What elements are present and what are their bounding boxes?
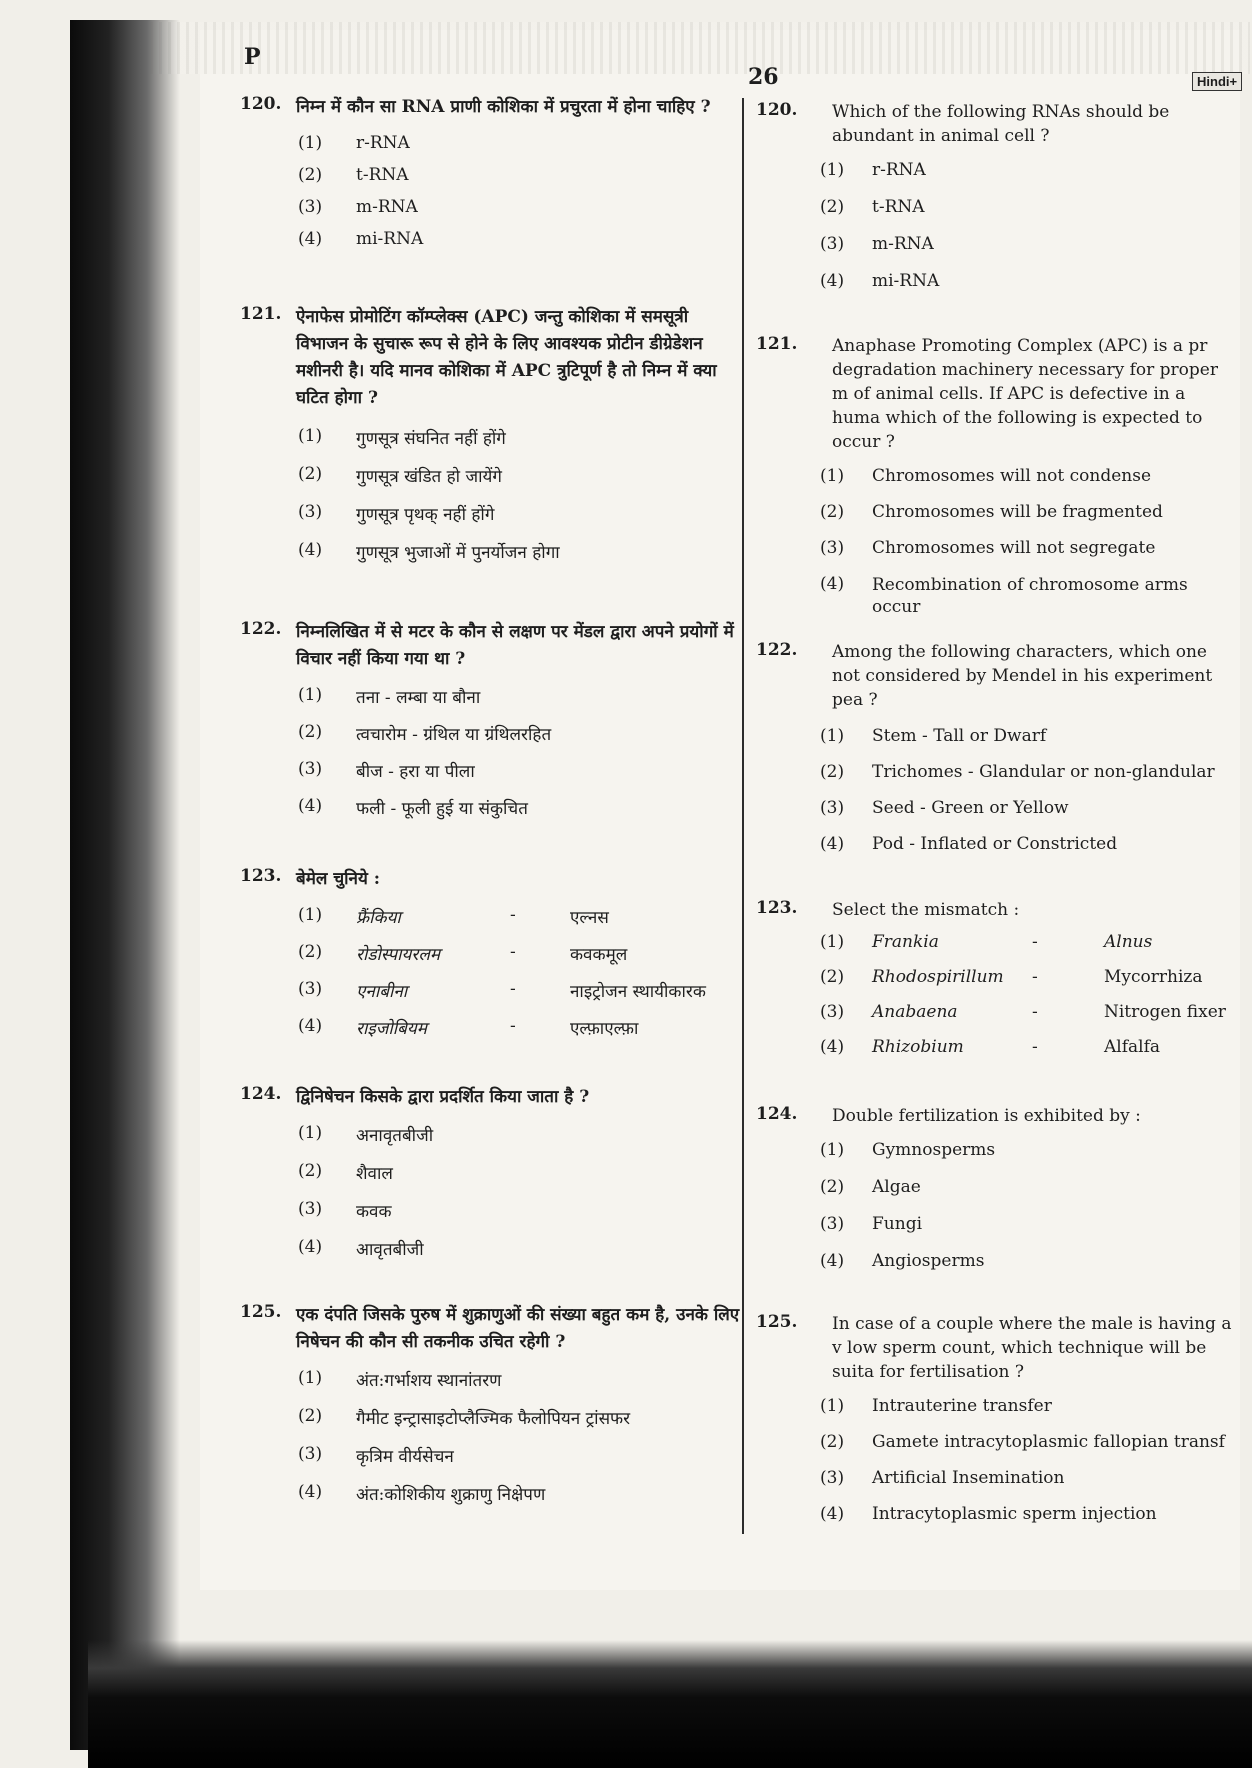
question-number: 125. xyxy=(756,1312,798,1332)
match-row: (2) रोडोस्पायरलम - कवकमूल xyxy=(298,942,628,965)
match-row: (4) राइजोबियम - एल्फ़ाएल्फ़ा xyxy=(298,1016,639,1039)
question-text: बेमेल चुनिये : xyxy=(296,869,381,889)
scan-header-noise xyxy=(150,22,1250,74)
question-124-hi xyxy=(240,1084,740,1271)
option: (4) अंत:कोशिकीय शुक्राणु निक्षेपण xyxy=(298,1482,546,1505)
question-number: 121. xyxy=(756,334,798,354)
question-number: 122. xyxy=(756,640,798,660)
question-text: Among the following characters, which one not considered by Mendel in his experiment pea ? xyxy=(832,642,1213,710)
question-text: In case of a couple where the male is having a v low sperm count, which technique will be suita for fertilisation ? xyxy=(832,1314,1232,1382)
option: (1) तना - लम्बा या बौना xyxy=(298,685,481,708)
page-number: 26 xyxy=(748,64,779,90)
option: (1) Gymnosperms xyxy=(820,1140,996,1160)
question-122-en xyxy=(756,640,1236,866)
question-number: 123. xyxy=(756,898,798,918)
option: (1) r-RNA xyxy=(298,133,410,153)
option: (3) Seed - Green or Yellow xyxy=(820,798,1069,818)
question-text: निम्न में कौन सा RNA प्राणी कोशिका में प्रचुरता में होना चाहिए ? xyxy=(296,97,711,117)
option: (3) m-RNA xyxy=(298,197,418,217)
option: (2) त्वचारोम - ग्रंथिल या ग्रंथिलरहित xyxy=(298,722,552,745)
question-text: ऐनाफेस प्रोमोटिंग कॉम्प्लेक्स (APC) जन्तु कोशिका में समसूत्री विभाजन के सुचारू रूप से होने के लिए आवश्यक प्रोटीन डीग्रेडेशन मशीनरी है। यदि मानव कोशिका में APC त्रुटिपूर्ण है तो निम्न में क्या घटित होगा ? xyxy=(296,307,717,408)
question-number: 123. xyxy=(240,866,282,886)
question-text: निम्नलिखित में से मटर के कौन से लक्षण पर मेंडल द्वारा अपने प्रयोगों में विचार नहीं किया गया था ? xyxy=(296,622,734,669)
option: (4) आवृतबीजी xyxy=(298,1237,424,1260)
question-text: Double fertilization is exhibited by : xyxy=(832,1106,1141,1126)
option: (3) Fungi xyxy=(820,1214,923,1234)
option: (2) Algae xyxy=(820,1177,921,1197)
option: (1) Intrauterine transfer xyxy=(820,1396,1052,1416)
question-number: 120. xyxy=(756,100,798,120)
match-row: (4) Rhizobium - Alfalfa xyxy=(820,1037,1161,1057)
option: (3) बीज - हरा या पीला xyxy=(298,759,475,782)
option: (4) गुणसूत्र भुजाओं में पुनर्योजन होगा xyxy=(298,540,560,563)
option: (3) कवक xyxy=(298,1199,392,1222)
question-120-en xyxy=(756,100,1236,304)
match-row: (1) फ्रैंकिया - एल्नस xyxy=(298,905,609,928)
option: (3) Artificial Insemination xyxy=(820,1468,1065,1488)
question-number: 124. xyxy=(756,1104,798,1124)
question-124-en xyxy=(756,1104,1236,1284)
option: (4) mi-RNA xyxy=(820,271,940,291)
question-122-hi xyxy=(240,619,740,829)
scan-shadow-left xyxy=(70,20,180,1750)
option: (1) Stem - Tall or Dwarf xyxy=(820,726,1047,746)
option: (2) t-RNA xyxy=(820,197,925,217)
option: (1) अंत:गर्भाशय स्थानांतरण xyxy=(298,1368,502,1391)
option: (2) शैवाल xyxy=(298,1161,393,1184)
option: (2) Chromosomes will be fragmented xyxy=(820,502,1163,522)
option: (1) Chromosomes will not condense xyxy=(820,466,1152,486)
question-number: 125. xyxy=(240,1302,282,1322)
option: (1) अनावृतबीजी xyxy=(298,1123,434,1146)
question-number: 120. xyxy=(240,94,282,114)
option: (4) Pod - Inflated or Constricted xyxy=(820,834,1118,854)
option: (3) कृत्रिम वीर्यसेचन xyxy=(298,1444,454,1467)
question-text: एक दंपति जिसके पुरुष में शुक्राणुओं की संख्या बहुत कम है, उनके लिए निषेचन की कौन सी तकनीक उचित रहेगी ? xyxy=(296,1305,740,1352)
scan-shadow-bottom xyxy=(88,1640,1252,1768)
match-row: (3) एनाबीना - नाइट्रोजन स्थायीकारक xyxy=(298,979,706,1002)
question-text: द्विनिषेचन किसके द्वारा प्रदर्शित किया जाता है ? xyxy=(296,1087,590,1107)
match-row: (2) Rhodospirillum - Mycorrhiza xyxy=(820,967,1203,987)
match-row: (1) Frankia - Alnus xyxy=(820,932,1153,952)
option: (4) mi-RNA xyxy=(298,229,424,249)
option: (2) Gamete intracytoplasmic fallopian transf xyxy=(820,1432,1225,1452)
option: (2) गैमीट इन्ट्रासाइटोप्लैज्मिक फैलोपियन ट्रांसफर xyxy=(298,1406,631,1429)
option: (4) Angiosperms xyxy=(820,1251,985,1271)
option: (4) फली - फूली हुई या संकुचित xyxy=(298,796,528,819)
option: (3) m-RNA xyxy=(820,234,934,254)
question-125-en xyxy=(756,1312,1236,1536)
question-125-hi xyxy=(240,1302,740,1516)
option: (3) Chromosomes will not segregate xyxy=(820,538,1156,558)
language-tag: Hindi+ xyxy=(1192,72,1242,91)
option: (1) r-RNA xyxy=(820,160,926,180)
question-text: Anaphase Promoting Complex (APC) is a pr degradation machinery necessary for proper m of animal cells. If APC is defective in a huma which of the following is expected to occur ? xyxy=(832,336,1218,452)
question-text: Select the mismatch : xyxy=(832,900,1020,920)
question-121-hi xyxy=(240,304,740,574)
question-121-en xyxy=(756,334,1236,618)
question-123-hi xyxy=(240,866,740,1049)
column-divider xyxy=(742,98,744,1534)
option: (2) गुणसूत्र खंडित हो जायेंगे xyxy=(298,464,502,487)
option: (4) Intracytoplasmic sperm injection xyxy=(820,1504,1157,1524)
option: (3) गुणसूत्र पृथक् नहीं होंगे xyxy=(298,502,495,525)
question-123-en xyxy=(756,898,1236,1068)
paper-series: P xyxy=(244,44,261,70)
option: (2) Trichomes - Glandular or non-glandular xyxy=(820,762,1215,782)
match-row: (3) Anabaena - Nitrogen fixer xyxy=(820,1002,1226,1022)
question-text: Which of the following RNAs should be abundant in animal cell ? xyxy=(832,102,1170,146)
question-number: 121. xyxy=(240,304,282,324)
option: (4) Recombination of chromosome arms occur xyxy=(820,574,1188,617)
question-number: 122. xyxy=(240,619,282,639)
question-number: 124. xyxy=(240,1084,282,1104)
question-120-hi xyxy=(240,94,740,257)
option: (2) t-RNA xyxy=(298,165,409,185)
option: (1) गुणसूत्र संघनित नहीं होंगे xyxy=(298,426,506,449)
